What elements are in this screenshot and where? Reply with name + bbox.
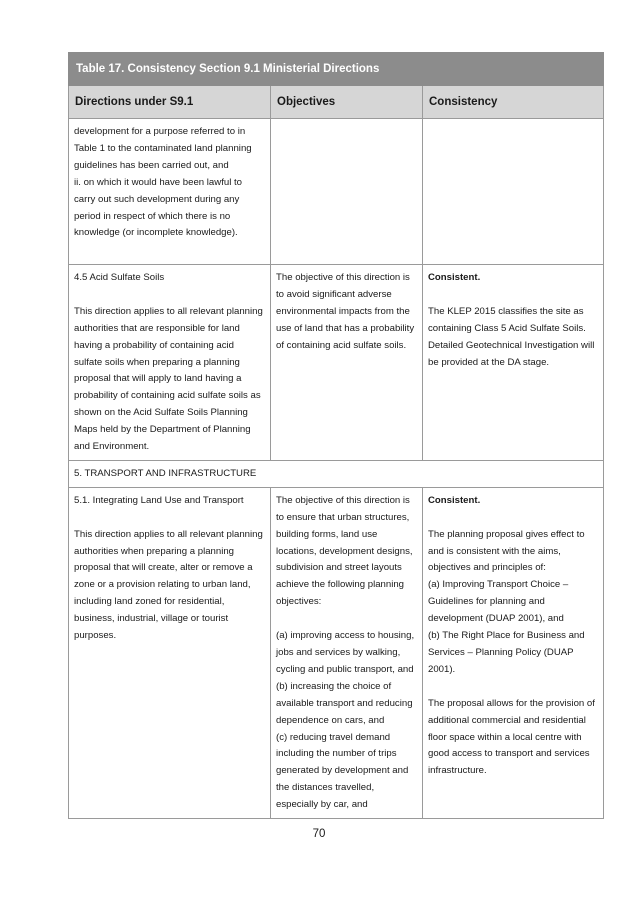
text-line: guidelines has been carried out, and <box>74 159 229 171</box>
text-line: objectives: <box>276 596 322 608</box>
text-line: to avoid significant adverse <box>276 288 392 300</box>
text-line: be provided at the DA stage. <box>428 356 550 368</box>
text-line: including land zoned for residential, <box>74 596 225 608</box>
text-line: containing Class 5 Acid Sulfate Soils. <box>428 322 586 334</box>
direction-title: 5.1. Integrating Land Use and Transport <box>74 494 244 506</box>
text-line: and is consistent with the aims, <box>428 545 561 557</box>
text-line: purposes. <box>74 630 117 642</box>
text-line: business, industrial, village or tourist <box>74 613 229 625</box>
text-line: available transport and reducing <box>276 697 413 709</box>
text-line: knowledge (or incomplete knowledge). <box>74 227 238 239</box>
text-line: authorities when preparing a planning <box>74 545 235 557</box>
text-line: authorities that are responsible for land <box>74 322 240 334</box>
text-line: (b) increasing the choice of <box>276 680 392 692</box>
text-line: This direction applies to all relevant planning <box>74 305 263 317</box>
text-line: Guidelines for planning and <box>428 596 545 608</box>
consistency-cell <box>423 487 604 818</box>
text-line: probability of containing acid sulfate soils as <box>74 390 261 402</box>
text-line: especially by car, and <box>276 799 368 811</box>
text-line: use of land that has a probability <box>276 322 415 334</box>
objective-cell <box>271 119 423 265</box>
text-line: The objective of this direction is <box>276 494 410 506</box>
table-row <box>69 119 604 265</box>
direction-cell <box>69 265 271 461</box>
objective-cell <box>271 487 423 818</box>
text-line: Services – Planning Policy (DUAP <box>428 647 574 658</box>
section-heading-row <box>69 460 604 487</box>
text-line: (b) The Right Place for Business and <box>428 630 585 642</box>
column-header-objectives: Objectives <box>271 86 423 119</box>
text-line: development for a purpose referred to in <box>74 126 246 137</box>
text-line: to ensure that urban structures, <box>276 511 410 523</box>
text-line: floor space within a local centre with <box>428 731 582 743</box>
text-line: infrastructure. <box>428 765 487 777</box>
text-line: The planning proposal gives effect to <box>428 528 585 540</box>
text-line: environmental impacts from the <box>276 305 410 317</box>
text-line: good access to transport and services <box>428 748 590 760</box>
direction-cell <box>69 487 271 818</box>
text-line: jobs and services by walking, <box>276 647 401 658</box>
text-line: having a probability of containing acid <box>74 339 235 351</box>
text-line: Detailed Geotechnical Investigation will <box>428 339 595 351</box>
text-line: zone or a provision relating to urban land, <box>74 579 251 591</box>
text-line: ii. on which it would have been lawful to <box>74 176 242 188</box>
text-line: period in respect of which there is no <box>74 210 231 222</box>
text-line: (a) Improving Transport Choice – <box>428 579 569 591</box>
text-line: shown on the Acid Sulfate Soils Planning <box>74 407 248 419</box>
text-line: objectives and principles of: <box>428 562 546 574</box>
text-line: Maps held by the Department of Planning <box>74 424 251 436</box>
text-line: proposal that will apply to land having a <box>74 373 242 385</box>
objective-cell <box>271 265 423 461</box>
table-row <box>69 487 604 818</box>
column-header-consistency: Consistency <box>423 86 604 119</box>
section-heading: 5. TRANSPORT AND INFRASTRUCTURE <box>69 460 604 487</box>
table-title: Table 17. Consistency Section 9.1 Ministerial Directions <box>69 53 604 86</box>
consistency-cell <box>423 265 604 461</box>
table-row <box>69 265 604 461</box>
text-line: dependence on cars, and <box>276 714 385 726</box>
text-line: proposal that will create, alter or remove a <box>74 562 253 574</box>
text-line: sulfate soils when preparing a planning <box>74 356 240 368</box>
column-header-directions: Directions under S9.1 <box>69 86 271 119</box>
consistency-status: Consistent. <box>428 494 481 506</box>
text-line: This direction applies to all relevant planning <box>74 528 263 540</box>
table-header-row <box>69 86 604 119</box>
text-line: of containing acid sulfate soils. <box>276 339 407 351</box>
text-line: and Environment. <box>74 441 150 453</box>
direction-title: 4.5 Acid Sulfate Soils <box>74 272 165 283</box>
consistency-status: Consistent. <box>428 272 481 283</box>
direction-cell <box>69 119 271 265</box>
text-line: development (DUAP 2001), and <box>428 613 564 625</box>
text-line: generated by development and <box>276 765 409 777</box>
text-line: cycling and public transport, and <box>276 663 414 675</box>
text-line: achieve the following planning <box>276 579 405 591</box>
text-line: locations, development designs, <box>276 545 413 557</box>
text-line: the distances travelled, <box>276 782 375 794</box>
table-title-row <box>69 53 604 86</box>
text-line: (a) improving access to housing, <box>276 630 415 642</box>
text-line: Table 1 to the contaminated land planning <box>74 142 252 154</box>
text-line: including the number of trips <box>276 748 397 760</box>
text-line: additional commercial and residential <box>428 714 586 726</box>
ministerial-directions-table <box>68 52 604 819</box>
text-line: The proposal allows for the provision of <box>428 697 595 709</box>
page-number: 70 <box>312 828 326 840</box>
text-line: (c) reducing travel demand <box>276 731 391 743</box>
text-line: carry out such development during any <box>74 193 240 205</box>
consistency-cell <box>423 119 604 265</box>
text-line: building forms, land use <box>276 528 378 540</box>
text-line: 2001). <box>428 663 456 675</box>
text-line: The objective of this direction is <box>276 272 410 283</box>
text-line: The KLEP 2015 classifies the site as <box>428 305 584 317</box>
text-line: subdivision and street layouts <box>276 562 402 574</box>
